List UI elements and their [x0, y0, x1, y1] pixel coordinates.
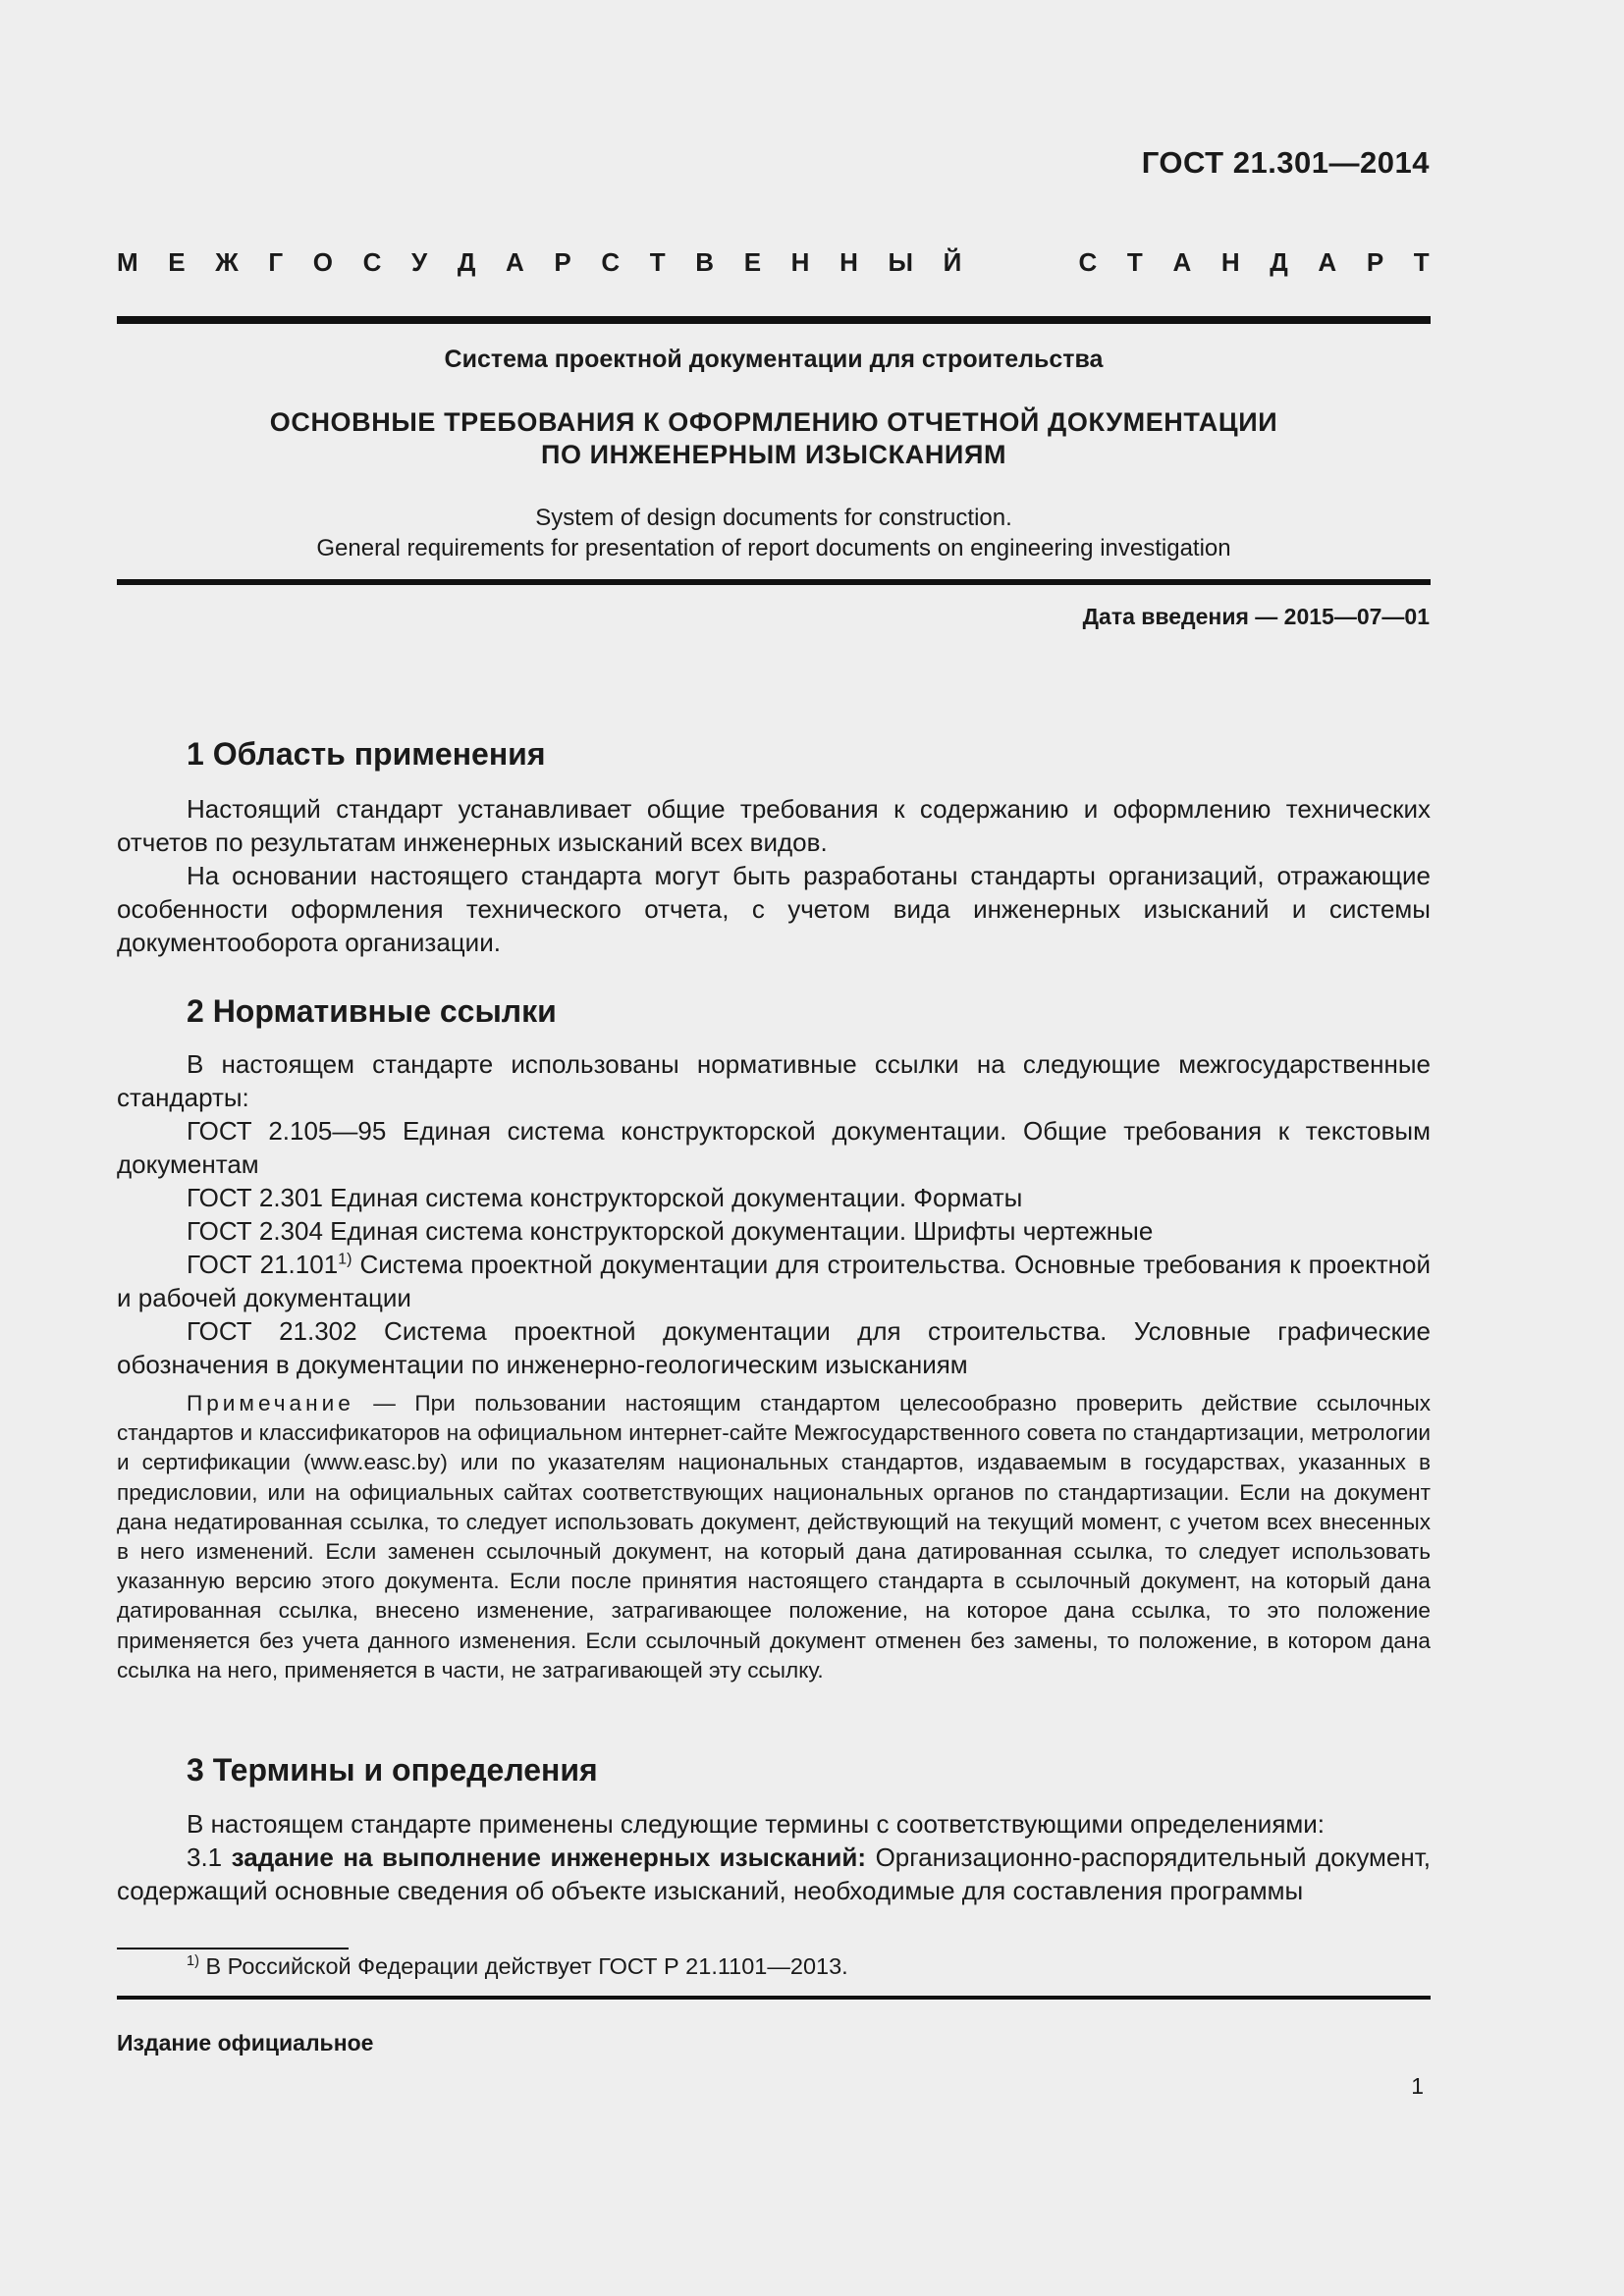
banner-letter: С — [362, 247, 382, 277]
banner-letter: Р — [554, 247, 571, 277]
note — [117, 1389, 1431, 1685]
title-bottom-rule — [117, 579, 1431, 585]
banner-letter: О — [312, 247, 333, 277]
term-number: 3.1 — [187, 1842, 232, 1872]
banner-letter: Н — [790, 247, 810, 277]
page-number: 1 — [1411, 2073, 1424, 2099]
term: задание на выполнение инженерных изысканий: — [231, 1842, 867, 1872]
banner-letter: Т — [649, 247, 666, 277]
footnote — [187, 1953, 848, 1980]
section-3-body — [117, 1807, 1431, 1907]
section-heading: 2 Нормативные ссылки — [187, 993, 557, 1029]
banner-letter: Ж — [215, 247, 239, 277]
banner-letter: С — [601, 247, 621, 277]
top-rule — [117, 316, 1431, 324]
note-label: Примечание — [187, 1391, 354, 1415]
note-text: — При пользовании настоящим стандартом целесообразно проверить действие ссылочных стандартов и классификаторов на официальном интернет-сайте Межгосударственного совета по стандартизации, метрологии и сертификации (www.easc.by) или по указателям национальных стандартов, издаваемым в государствах, указанных в предисловии, или на официальных сайтах соответствующих национальных органов по стандартизации. Если на документ дана недатированная ссылка, то следует использовать документ, действующий на текущий момент, с учетом всех внесенных в него изменений. Если заменен ссылочный документ, на который дана датированная ссылка, то следует использовать указанную версию этого документа. Если после принятия настоящего стандарта в ссылочный документ, на который дана датированная ссылка, внесено изменение, затрагивающее положение, на которое дана ссылка, то это положение применяется без учета данного изменения. Если ссылочный документ отменен без замены, то положение, в котором дана ссылка на него, применяется в части, не затрагивающей эту ссылку. — [117, 1391, 1431, 1682]
section-2-body — [117, 1047, 1431, 1685]
footnote-marker: 1) — [187, 1953, 199, 1970]
section-1-body — [117, 792, 1431, 959]
reference-item: ГОСТ 2.301 Единая система конструкторской документации. Форматы — [187, 1183, 1023, 1212]
bottom-rule — [117, 1996, 1431, 2000]
paragraph: Настоящий стандарт устанавливает общие требования к содержанию и оформлению технических отчетов по результатам инженерных изысканий всех видов. — [117, 794, 1431, 857]
banner-letter: Н — [1220, 247, 1240, 277]
banner-letter: Е — [743, 247, 762, 277]
footnote-marker: 1) — [338, 1250, 352, 1268]
section-heading: 1 Область применения — [187, 736, 546, 772]
footnote-rule — [117, 1948, 349, 1949]
introduction-date: Дата введения — 2015—07—01 — [1082, 604, 1430, 629]
banner-letter: Й — [943, 247, 962, 277]
term-definition — [117, 1841, 1431, 1907]
reference-item — [117, 1248, 1431, 1314]
document-code: ГОСТ 21.301—2014 — [1141, 145, 1430, 180]
banner-letter: Г — [268, 247, 284, 277]
banner-letter: Д — [457, 247, 476, 277]
banner-letter: А — [1318, 247, 1337, 277]
document-title — [117, 406, 1431, 471]
reference-item: ГОСТ 2.105—95 Единая система конструкторской документации. Общие требования к текстовым документам — [117, 1116, 1431, 1179]
interstate-standard-banner — [117, 247, 1430, 278]
title-line: ПО ИНЖЕНЕРНЫМ ИЗЫСКАНИЯМ — [540, 440, 1007, 469]
banner-letter: Т — [1126, 247, 1143, 277]
banner-letter: Р — [1366, 247, 1384, 277]
title-line: ОСНОВНЫЕ ТРЕБОВАНИЯ К ОФОРМЛЕНИЮ ОТЧЕТНОЙ ДОКУМЕНТАЦИИ — [269, 407, 1278, 437]
english-line: General requirements for presentation of report documents on engineering investigation — [316, 535, 1231, 561]
banner-letter: М — [117, 247, 138, 277]
reference-item: ГОСТ 21.302 Система проектной документации для строительства. Условные графические обозначения в документации по инженерно-геологическим изысканиям — [117, 1316, 1431, 1379]
edition-label: Издание официальное — [117, 2030, 374, 2056]
banner-letter: А — [1172, 247, 1192, 277]
banner-letter: У — [411, 247, 428, 277]
reference-text: Система проектной документации для строительства. Основные требования к проектной и рабочей документации — [117, 1250, 1431, 1312]
paragraph: На основании настоящего стандарта могут быть разработаны стандарты организаций, отражающие особенности оформления технического отчета, с учетом вида инженерных изысканий и системы документооборота организации. — [117, 861, 1431, 957]
footnote-text: В Российской Федерации действует ГОСТ Р 21.1101—2013. — [198, 1953, 848, 1979]
banner-letter: В — [695, 247, 715, 277]
banner-letter: Н — [839, 247, 858, 277]
reference-code: ГОСТ 21.101 — [187, 1250, 339, 1279]
banner-letter: Т — [1413, 247, 1430, 277]
banner-letter: Е — [168, 247, 186, 277]
banner-letter: Ы — [888, 247, 913, 277]
banner-letter: Д — [1270, 247, 1288, 277]
banner-letter: А — [506, 247, 524, 277]
paragraph: В настоящем стандарте применены следующие термины с соответствующими определениями: — [187, 1809, 1326, 1839]
reference-item: ГОСТ 2.304 Единая система конструкторской документации. Шрифты чертежные — [187, 1216, 1154, 1246]
section-heading: 3 Термины и определения — [187, 1752, 598, 1788]
english-title — [117, 503, 1431, 563]
banner-letter: С — [1078, 247, 1098, 277]
definition: Организационно-распорядительный документ, содержащий основные сведения об объекте изысканий, необходимые для составления программы — [117, 1842, 1431, 1905]
series-title: Система проектной документации для строительства — [444, 346, 1104, 373]
paragraph: В настоящем стандарте использованы нормативные ссылки на следующие межгосударственные стандарты: — [117, 1049, 1431, 1112]
english-line: System of design documents for construction. — [535, 505, 1012, 531]
